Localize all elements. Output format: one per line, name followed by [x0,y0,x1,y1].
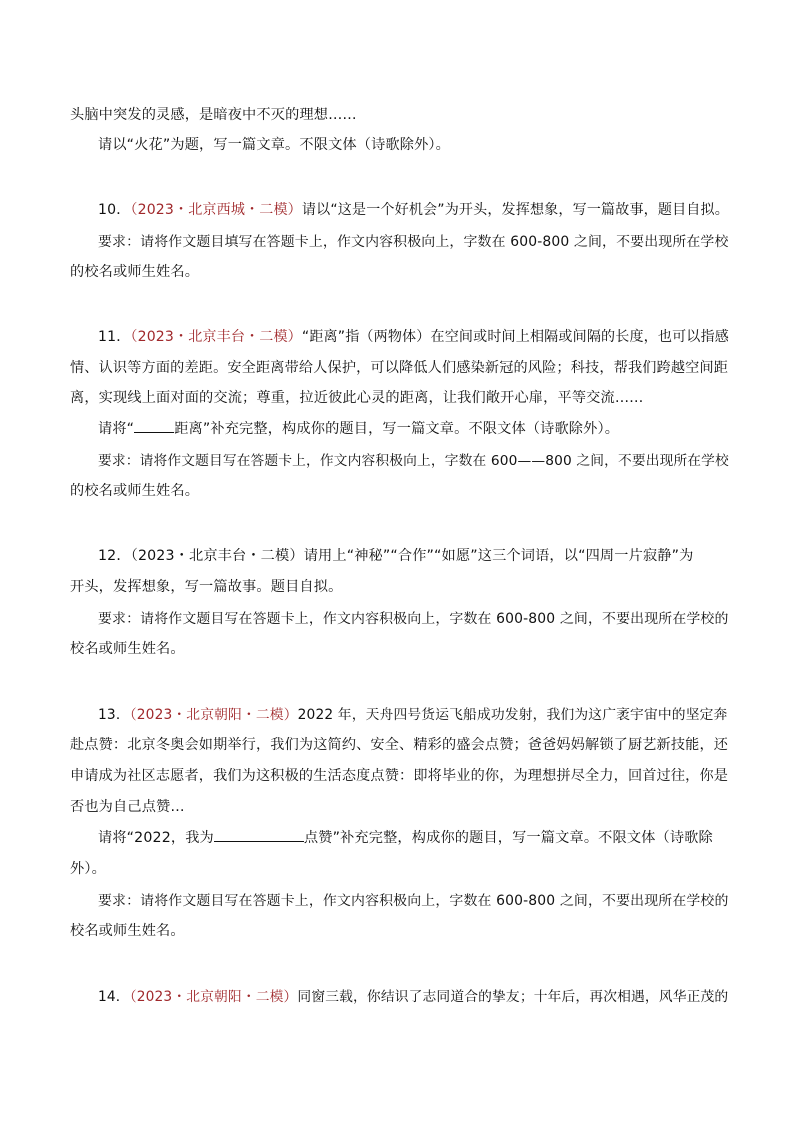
question-11-requirement: 要求：请将作文题目写在答题卡上，作文内容积极向上，字数在 600——800 之间，不要出现所在学校 [98,453,729,469]
question-text: 同窗三载，你结识了志同道合的挚友；十年后，再次相遇，风华正茂的 [297,989,729,1005]
intro-text: 头脑中突发的灵感，是暗夜中不灭的理想…… [70,107,357,123]
question-source: （2023・北京丰台・二模） [130,548,304,564]
question-text: “距离”指（两物体）在空间或时间上相隔或间隔的长度，也可以指感 [301,329,729,345]
question-13-line-1 [98,703,727,723]
question-13-line-4: 否也为自己点赞… [70,799,185,815]
intro-prompt: 请以“火花”为题，写一篇文章。不限文体（诗歌除外）。 [98,137,451,153]
question-13-requirement-cont: 校名或师生姓名。 [70,923,185,939]
question-13-line-3: 申请成为社区志愿者，我们为这积极的生活态度点赞：即将毕业的你，为理想拼尽全力，回首过往，你是 [70,768,729,784]
question-12-requirement: 要求：请将作文题目写在答题卡上，作文内容积极向上，字数在 600-800 之间，不要出现所在学校的 [98,611,729,627]
question-13-requirement: 要求：请将作文题目写在答题卡上，作文内容积极向上，字数在 600-800 之间，不要出现所在学校的 [98,893,729,909]
question-number: 14． [98,989,130,1005]
question-number: 13． [98,707,130,723]
question-13-prompt-cont: 外）。 [70,861,106,877]
question-number: 11． [98,329,131,345]
question-12-line-1 [98,545,693,565]
question-text: 2022 年，天舟四号货运飞船成功发射，我们为这广袤宇宙中的坚定奔 [297,707,728,723]
question-number: 12． [98,548,131,564]
question-11-prompt: 请将“ 距离”补充完整，构成你的题目，写一篇文章。不限文体（诗歌除外）。 [98,421,620,437]
question-text: 请以“这是一个好机会”为开头，发挥想象，写一篇故事，题目自拟。 [301,202,729,218]
question-14-line-1 [98,985,728,1005]
question-10-requirement-cont: 的校名或师生姓名。 [70,264,200,280]
question-13-line-2: 赴点赞：北京冬奥会如期举行，我们为这简约、安全、精彩的盛会点赞；爸爸妈妈解锁了厨艺新技能，还 [70,737,729,753]
question-number: 10． [98,202,131,218]
question-11-line-1 [98,326,729,346]
question-source: （2023・北京丰台・二模） [130,329,302,345]
question-11-line-3: 离，实现线上面对面的交流；尊重，拉近彼此心灵的距离，让我们敞开心扉，平等交流…… [70,390,644,406]
question-text: 请用上“神秘”“合作”“如愿”这三个词语，以“四周一片寂静”为 [303,548,694,564]
fill-in-blank [214,829,304,842]
question-source: （2023・北京西城・二模） [130,202,302,218]
question-10-requirement: 要求：请将作文题目填写在答题卡上，作文内容积极向上，字数在 600-800 之间，不要出现所在学校 [98,234,729,250]
question-source: （2023・北京朝阳・二模） [129,707,298,723]
question-13-prompt: 请将“2022，我为 点赞”补充完整，构成你的题目，写一篇文章。不限文体（诗歌除 [98,830,713,846]
question-12-requirement-cont: 校名或师生姓名。 [70,641,185,657]
question-10-line-1 [98,199,729,219]
question-11-line-2: 情、认识等方面的差距。安全距离带给人保护，可以降低人们感染新冠的风险；科技，帮我们跨越空间距 [70,360,729,376]
fill-in-blank [134,420,174,433]
question-12-line-2: 开头，发挥想象，写一篇故事。题目自拟。 [70,579,343,595]
question-11-requirement-cont: 的校名或师生姓名。 [70,483,200,499]
question-source: （2023・北京朝阳・二模） [129,989,298,1005]
